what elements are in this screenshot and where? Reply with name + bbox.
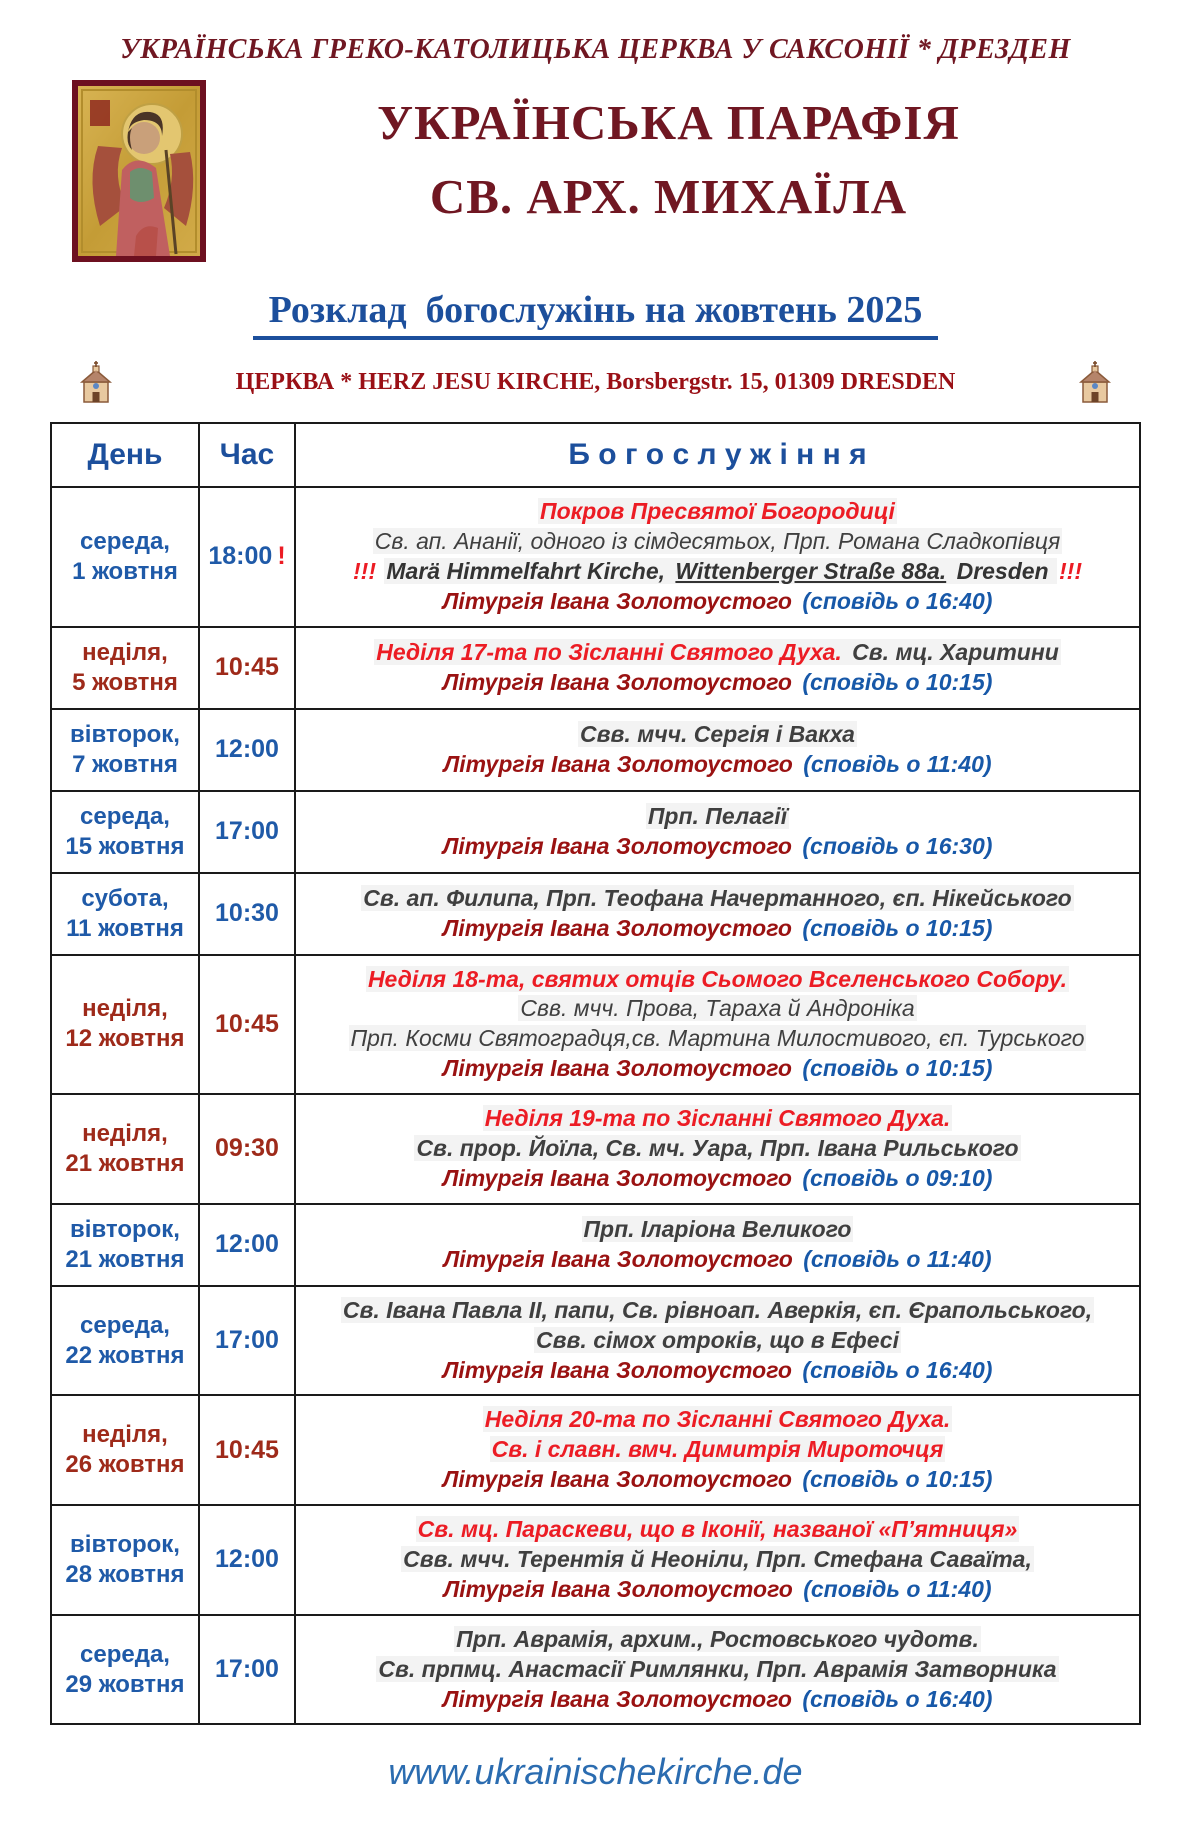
service-text-liturgy: Літургія Івана Золотоустого [442,1466,799,1493]
day-name: середа, [80,802,170,830]
service-time: 12:00 [215,1230,279,1259]
service-text-confession: (сповідь о 11:40) [803,1245,992,1272]
table-row [51,791,1140,873]
service-time: 09:30 [215,1134,279,1163]
time-cell [199,1395,295,1505]
time-cell [199,791,295,873]
service-line [304,587,1131,617]
time-cell [199,1505,295,1615]
service-time: 10:30 [215,899,279,928]
service-text-saint: Св. Івана Павла II, папи, Св. рівноап. Аверкія, єп. Єрапольського, [342,1296,1093,1323]
service-line [304,1245,1131,1275]
parish-title-line1: УКРАЇНСЬКА ПАРАФІЯ [377,95,960,150]
service-text-feast: Неділя 18-та, святих отців Сьомого Вселенського Собору. [367,965,1068,992]
service-text-alert: !!! [353,557,383,584]
service-text-confession: (сповідь о 16:40) [802,1356,993,1383]
services-cell [295,873,1140,955]
time-cell [199,1286,295,1396]
service-text-liturgy: Літургія Івана Золотоустого [443,1245,800,1272]
archangel-michael-icon [72,80,206,262]
service-text-confession: (сповідь о 10:15) [802,1055,993,1082]
day-name: вівторок, [70,1530,180,1558]
service-line [304,1465,1131,1495]
service-text-confession: (сповідь о 16:30) [802,832,993,859]
table-row [51,709,1140,791]
table-header-row [51,423,1140,487]
service-text-liturgy: Літургія Івана Золотоустого [442,832,799,859]
schedule-title: Розклад богослужінь на жовтень 2025 [253,288,939,340]
table-row [51,873,1140,955]
time-cell [199,709,295,791]
day-name: вівторок, [70,720,180,748]
time-cell [199,1094,295,1204]
parish-title-line2: СВ. АРХ. МИХАЇЛА [429,168,908,224]
day-name: середа, [80,1311,170,1339]
day-date: 21 жовтня [65,1245,185,1273]
service-line [304,527,1131,557]
table-row [51,955,1140,1095]
service-line [304,1405,1131,1435]
day-cell [51,1615,199,1725]
day-date: 28 жовтня [65,1560,185,1588]
service-text-confession: (сповідь о 16:40) [802,1685,993,1712]
parish-title [206,80,1131,233]
day-cell [51,1094,199,1204]
service-text-saint: Свв. сімох отроків, що в Ефесі [536,1326,899,1353]
day-cell [51,873,199,955]
service-line [304,750,1131,780]
service-time: 10:45 [215,653,279,682]
service-line [304,884,1131,914]
service-text-saint: Прп. Іларіона Великого [583,1215,852,1242]
service-text-saint: Прп. Пелагії [647,802,788,829]
service-line [304,1024,1131,1054]
service-text-saint: Св. прор. Йоїла, Св. мч. Уара, Прп. Івана Рильського [416,1135,1019,1162]
service-text-liturgy: Літургія Івана Золотоустого [443,1575,800,1602]
service-text-alert: !!! [1059,557,1082,584]
day-name: середа, [80,1640,170,1668]
day-cell [51,955,199,1095]
service-line [304,1515,1131,1545]
table-row [51,1286,1140,1396]
day-cell [51,487,199,627]
day-cell [51,791,199,873]
day-cell [51,709,199,791]
service-text-confession: (сповідь о 10:15) [802,1466,993,1493]
day-date: 15 жовтня [65,832,185,860]
column-header-services: Б о г о с л у ж і н н я [295,423,1140,487]
service-text-feast: Неділя 20-та по Зісланні Святого Духа. [484,1406,951,1433]
schedule-title-wrap [50,288,1141,340]
service-time: 17:00 [215,1326,279,1355]
service-text-confession: (сповідь о 11:40) [803,1575,992,1602]
service-line [304,1054,1131,1084]
service-time: 12:00 [215,1545,279,1574]
services-cell [295,1505,1140,1615]
service-text-strong: Dresden [950,557,1056,584]
day-name: неділя, [82,1119,168,1147]
day-cell [51,1204,199,1286]
service-text-feast: Неділя 19-та по Зісланні Святого Духа. [484,1105,951,1132]
service-text-saintlight: Св. ап. Ананії, одного із сімдесятьох, Прп. Романа Сладкопівця [374,527,1061,554]
day-name: вівторок, [70,1215,180,1243]
services-cell [295,1286,1140,1396]
time-cell [199,955,295,1095]
schedule-table [50,422,1141,1725]
service-line [304,497,1131,527]
services-cell [295,709,1140,791]
day-cell [51,627,199,709]
day-name: неділя, [82,1421,168,1449]
service-line [304,965,1131,995]
service-text-saint: Св. мц. Харитини [845,638,1059,665]
table-row [51,1094,1140,1204]
day-date: 22 жовтня [65,1341,185,1369]
service-text-saint: Свв. мчч. Сергія і Вакха [580,720,855,747]
service-text-feast: Св. і славн. вмч. Димитрія Мироточця [491,1436,944,1463]
day-date: 21 жовтня [65,1149,185,1177]
service-time: 10:45 [215,1435,279,1464]
service-text-liturgy: Літургія Івана Золотоустого [442,1685,799,1712]
service-text-saintlight: Прп. Косми Святоградця,св. Мартина Милостивого, єп. Турського [350,1025,1085,1052]
day-name: середа, [80,527,170,555]
service-line [304,720,1131,750]
day-date: 26 жовтня [65,1451,185,1479]
day-date: 12 жовтня [65,1025,185,1053]
service-text-liturgy: Літургія Івана Золотоустого [442,1164,799,1191]
day-date: 1 жовтня [72,557,178,585]
services-cell [295,955,1140,1095]
day-date: 29 жовтня [65,1670,185,1698]
day-name: неділя, [82,995,168,1023]
day-cell [51,1286,199,1396]
service-text-feast: Неділя 17-та по Зісланні Святого Духа. [376,638,842,665]
services-cell [295,1615,1140,1725]
footer [50,1751,1141,1793]
service-line [304,832,1131,862]
day-date: 5 жовтня [72,668,178,696]
table-row [51,1204,1140,1286]
service-time: 12:00 [215,735,279,764]
service-text-feast: Покров Пресвятої Богородиці [540,498,895,524]
service-line [304,1575,1131,1605]
day-cell [51,1505,199,1615]
services-cell [295,1094,1140,1204]
service-text-confession: (сповідь о 11:40) [803,750,992,777]
service-text-confession: (сповідь о 10:15) [802,914,993,941]
address-row [74,360,1117,404]
service-line [304,1435,1131,1465]
day-name: неділя, [82,638,168,666]
address: ЦЕРКВА * HERZ JESU KIRCHE, Borsbergstr. 15, 01309 DRESDEN [235,368,956,395]
day-cell [51,1395,199,1505]
service-line [304,802,1131,832]
services-cell [295,1204,1140,1286]
services-cell [295,627,1140,709]
service-line [304,1655,1131,1685]
service-line [304,1215,1131,1245]
time-alert-mark: ! [277,542,286,571]
service-text-strongu: Wittenberger Straße 88a. [675,557,947,584]
service-time: 17:00 [215,817,279,846]
time-cell [199,873,295,955]
table-row [51,1505,1140,1615]
service-line [304,1356,1131,1386]
service-line [304,668,1131,698]
service-text-liturgy: Літургія Івана Золотоустого [442,914,799,941]
service-text-liturgy: Літургія Івана Золотоустого [442,668,799,695]
website-link[interactable]: www.ukrainischekirche.de [388,1751,803,1793]
church-name-header: УКРАЇНСЬКА ГРЕКО-КАТОЛИЦЬКА ЦЕРКВА У САКСОНІЇ * ДРЕЗДЕН [120,34,1071,65]
service-line [304,1326,1131,1356]
service-text-feast: Св. мц. Параскеви, що в Іконії, названої «П’ятниця» [417,1516,1018,1543]
service-line [304,1134,1131,1164]
service-line [304,1296,1131,1326]
time-cell [199,487,295,627]
services-cell [295,1395,1140,1505]
table-row [51,1615,1140,1725]
service-line [304,638,1131,668]
service-line [304,1685,1131,1715]
service-text-liturgy: Літургія Івана Золотоустого [442,1055,799,1082]
service-line [304,557,1131,587]
service-text-confession: (сповідь о 10:15) [802,668,993,695]
service-text-liturgy: Літургія Івана Золотоустого [443,750,800,777]
time-cell [199,627,295,709]
column-header-day: День [51,423,199,487]
service-text-confession: (сповідь о 09:10) [802,1164,993,1191]
day-date: 11 жовтня [66,914,184,942]
service-text-saintlight: Свв. мчч. Прова, Тараха й Андроніка [520,995,915,1022]
service-line [304,1625,1131,1655]
service-text-liturgy: Літургія Івана Золотоустого [442,587,799,614]
title-block [72,80,1131,262]
column-header-time: Час [199,423,295,487]
service-time: 10:45 [215,1009,279,1038]
church-icon-left [74,360,118,404]
service-time: 18:00 [208,542,273,571]
time-cell [199,1204,295,1286]
table-row [51,487,1140,627]
table-row [51,627,1140,709]
service-text-liturgy: Літургія Івана Золотоустого [442,1356,799,1383]
service-line [304,1545,1131,1575]
service-text-saint: Свв. мчч. Терентія й Неоніли, Прп. Стефана Саваїта, [403,1546,1032,1573]
service-text-saint: Св. ап. Филипа, Прп. Теофана Начертанного, єп. Нікейського [363,884,1072,911]
service-line [304,1164,1131,1194]
service-text-saint: Св. прпмц. Анастасії Римлянки, Прп. Аврамія Затворника [378,1655,1057,1682]
services-cell [295,791,1140,873]
service-text-strong: Marä Himmelfahrt Kirche, [386,557,672,584]
time-cell [199,1615,295,1725]
service-line [304,1104,1131,1134]
service-line [304,994,1131,1024]
table-row [51,1395,1140,1505]
services-cell [295,487,1140,627]
church-icon-right [1073,360,1117,404]
service-text-confession: (сповідь о 16:40) [802,587,993,614]
day-name: субота, [81,884,169,912]
service-time: 17:00 [215,1655,279,1684]
service-text-saint: Прп. Аврамія, архим., Ростовського чудотв. [456,1625,979,1652]
service-line [304,914,1131,944]
day-date: 7 жовтня [72,750,178,778]
